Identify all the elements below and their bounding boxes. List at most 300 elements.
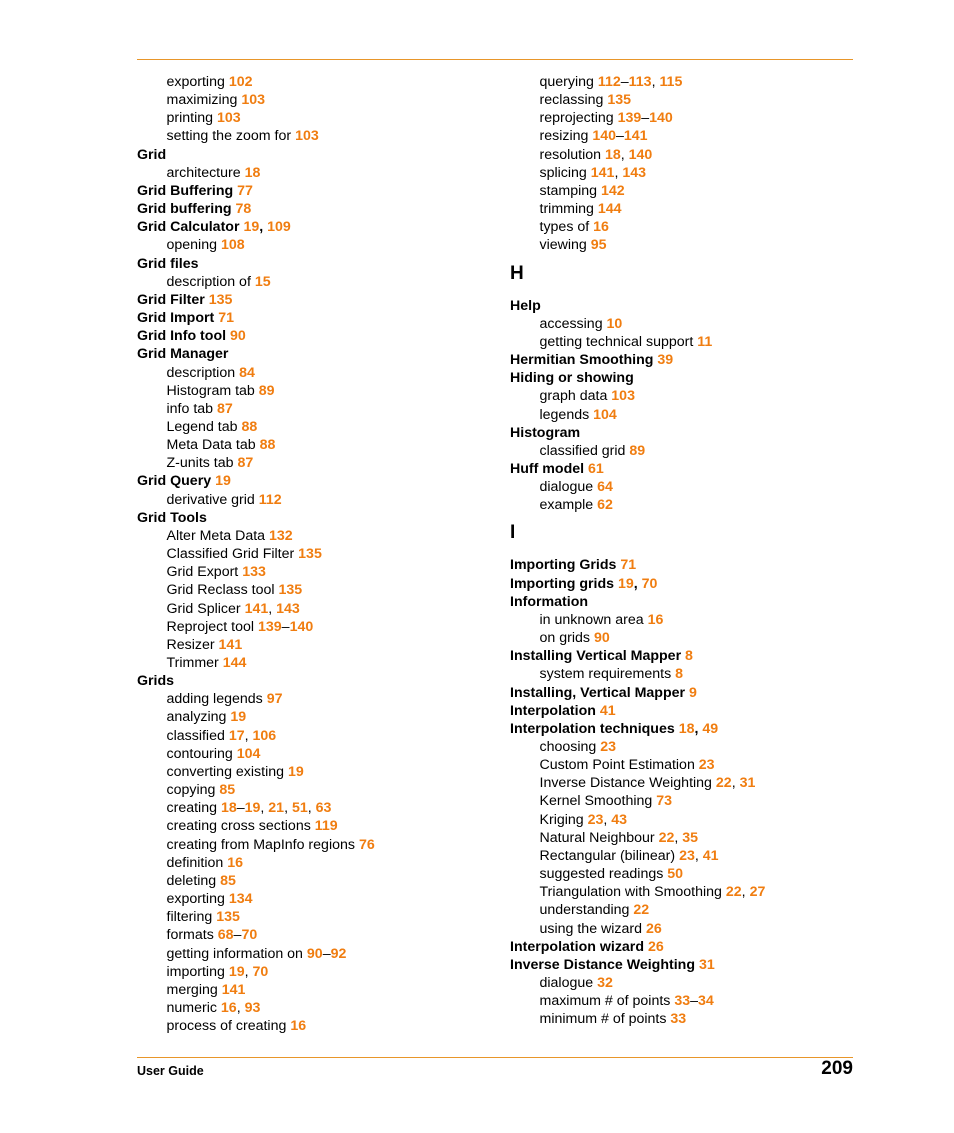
- page-link[interactable]: 23: [679, 847, 695, 864]
- entry-term: process of creating: [166, 1018, 287, 1035]
- entry-term: Interpolation wizard: [510, 938, 644, 955]
- page-link[interactable]: 23: [587, 811, 604, 828]
- entry-term: choosing: [539, 739, 597, 755]
- entry-term: minimum # of points: [539, 1011, 667, 1028]
- page-link[interactable]: 19: [287, 763, 304, 780]
- page-link[interactable]: 41: [702, 847, 719, 864]
- index-subentry: [510, 91, 853, 109]
- index-entry: [510, 956, 853, 974]
- entry-term: reclassing: [539, 92, 604, 109]
- entry-term: deleting: [166, 872, 217, 889]
- page-link[interactable]: 135: [298, 546, 322, 563]
- entry-term: in unknown area: [539, 611, 644, 628]
- page-link[interactable]: 135: [208, 291, 233, 308]
- page-link[interactable]: 78: [235, 201, 252, 218]
- index-subentry: [510, 883, 853, 901]
- page-link[interactable]: 87: [217, 400, 233, 417]
- entry-term: importing: [166, 963, 225, 980]
- page-link[interactable]: 76: [358, 836, 375, 853]
- entry-term: Kernel Smoothing: [539, 793, 653, 810]
- page-link[interactable]: 18: [244, 164, 261, 181]
- index-subentry: [510, 406, 853, 424]
- page-separator: ,: [731, 775, 740, 792]
- page-link[interactable]: 21: [268, 800, 285, 817]
- index-subentry: [137, 527, 497, 545]
- page-link[interactable]: 22: [725, 884, 742, 901]
- index-subentry: [137, 600, 497, 618]
- page-link[interactable]: 68: [217, 927, 234, 944]
- index-entry: [510, 720, 853, 738]
- page-link[interactable]: 95: [590, 237, 607, 254]
- index-subentry: [137, 727, 497, 745]
- index-entry: [137, 182, 497, 200]
- page-separator: ,: [741, 884, 750, 901]
- page-link[interactable]: 90: [230, 328, 246, 345]
- page-link[interactable]: 140: [628, 146, 653, 163]
- section-letter: I: [510, 522, 516, 544]
- entry-term: Grid files: [137, 255, 199, 272]
- index-entry: [137, 472, 497, 490]
- page-link[interactable]: 132: [269, 527, 293, 544]
- index-subentry: [137, 999, 497, 1017]
- entry-term: creating from MapInfo regions: [166, 836, 355, 853]
- index-subentry: [510, 665, 853, 683]
- index-subentry: [510, 974, 853, 992]
- page-link[interactable]: 140: [289, 618, 314, 635]
- page-link[interactable]: 104: [593, 406, 617, 423]
- page-link[interactable]: 106: [252, 727, 277, 744]
- entry-term: graph data: [539, 388, 608, 405]
- entry-term: Z-units tab: [166, 455, 234, 472]
- index-subentry: [510, 182, 853, 200]
- index-entry: [137, 218, 497, 236]
- page-separator: ,: [651, 74, 660, 90]
- index-subentry: [510, 73, 853, 91]
- page-separator: ,: [284, 800, 292, 817]
- page-link[interactable]: 19: [228, 963, 245, 980]
- page-number: 209: [821, 1058, 853, 1079]
- index-subentry: [137, 708, 497, 726]
- page-link[interactable]: 90: [306, 945, 323, 962]
- entry-term: Triangulation with Smoothing: [539, 884, 722, 901]
- page-link[interactable]: 140: [649, 110, 673, 127]
- page-separator: ,: [260, 800, 269, 817]
- entry-term: derivative grid: [166, 491, 255, 508]
- page-link[interactable]: 8: [685, 648, 693, 665]
- entry-term: description: [166, 364, 236, 381]
- page-link[interactable]: 51: [291, 800, 308, 817]
- index-subentry: [137, 382, 497, 400]
- page-link[interactable]: 139: [258, 618, 282, 635]
- page-link[interactable]: 84: [239, 364, 255, 381]
- page-link[interactable]: 39: [657, 352, 674, 369]
- entry-term: Grid Export: [166, 564, 239, 581]
- page-link[interactable]: 19: [244, 800, 261, 817]
- entry-term: using the wizard: [539, 920, 643, 937]
- page-link[interactable]: 144: [597, 201, 622, 218]
- entry-term: creating cross sections: [166, 818, 311, 835]
- page-link[interactable]: 108: [220, 237, 245, 254]
- page-link[interactable]: 134: [228, 891, 253, 908]
- index-entry: [137, 672, 497, 690]
- index-subentry: [510, 1010, 853, 1028]
- entry-term: Reproject tool: [166, 618, 255, 635]
- page-link[interactable]: 16: [593, 219, 609, 236]
- entry-term: types of: [539, 219, 590, 236]
- index-subentry: [137, 654, 497, 672]
- page-link[interactable]: 135: [607, 92, 631, 109]
- page-link[interactable]: 32: [597, 975, 613, 992]
- entry-term: Resizer: [166, 636, 215, 653]
- entry-term: example: [539, 497, 594, 514]
- page-link[interactable]: 16: [647, 611, 664, 628]
- entry-term: Installing Vertical Mapper: [510, 648, 682, 665]
- index-subentry: [510, 164, 853, 182]
- page-link[interactable]: 26: [647, 938, 664, 955]
- entry-term: Grid Reclass tool: [166, 582, 275, 599]
- page-link[interactable]: 141: [623, 128, 648, 145]
- index-subentry: [510, 811, 853, 829]
- page-link[interactable]: 27: [749, 884, 766, 901]
- entry-term: Custom Point Estimation: [539, 757, 695, 774]
- page-link[interactable]: 85: [219, 782, 236, 799]
- entry-term: Hiding or showing: [510, 370, 634, 387]
- page-link[interactable]: 22: [633, 902, 650, 919]
- page-link[interactable]: 31: [739, 775, 756, 792]
- index-entry: [510, 593, 853, 611]
- index-subentry: [137, 817, 497, 835]
- page-link[interactable]: 49: [702, 720, 719, 737]
- page-separator: ,: [603, 811, 612, 828]
- entry-term: Installing, Vertical Mapper: [510, 684, 686, 701]
- index-subentry: [137, 109, 497, 127]
- page-separator: ,: [268, 600, 277, 617]
- entry-term: Grids: [137, 673, 175, 690]
- entry-term: dialogue: [539, 479, 594, 496]
- index-subentry: [137, 73, 497, 91]
- entry-term: Grid Filter: [137, 291, 205, 308]
- page-link[interactable]: 92: [330, 945, 347, 962]
- index-column-left: [137, 73, 497, 1035]
- page-link[interactable]: 141: [218, 636, 243, 653]
- page-separator: ,: [236, 999, 245, 1016]
- page-separator: ,: [620, 146, 629, 163]
- index-entry: [510, 702, 853, 720]
- entry-term: Information: [510, 593, 589, 610]
- index-subentry: [137, 400, 497, 418]
- index-entry: [137, 255, 497, 273]
- page-link[interactable]: 73: [656, 793, 673, 810]
- index-subentry: [510, 109, 853, 127]
- index-subentry: [510, 611, 853, 629]
- page-link[interactable]: 16: [290, 1018, 307, 1035]
- page-link[interactable]: 23: [698, 757, 715, 774]
- entry-term: exporting: [166, 891, 225, 908]
- index-entry: [137, 200, 497, 218]
- entry-term: getting information on: [166, 945, 303, 962]
- entry-term: opening: [166, 237, 217, 254]
- page-link[interactable]: 142: [601, 182, 625, 199]
- index-subentry: [137, 91, 497, 109]
- index-subentry: [510, 738, 853, 756]
- page-link[interactable]: 34: [698, 993, 714, 1010]
- page-link[interactable]: 87: [237, 455, 254, 472]
- index-entry: [510, 575, 853, 593]
- index-subentry: [137, 436, 497, 454]
- index-subentry: [510, 847, 853, 865]
- page-link[interactable]: 41: [599, 702, 616, 719]
- index-subentry: [510, 146, 853, 164]
- entry-term: creating: [166, 800, 217, 817]
- page-link[interactable]: 26: [645, 920, 662, 937]
- entry-term: numeric: [166, 999, 217, 1016]
- index-subentry: [510, 865, 853, 883]
- index-entry: [137, 345, 497, 363]
- entry-term: Classified Grid Filter: [166, 546, 295, 563]
- entry-term: getting technical support: [539, 333, 694, 350]
- index-entry: [510, 460, 853, 478]
- entry-term: Grid Query: [137, 473, 212, 490]
- index-entry: [510, 424, 853, 442]
- page-link[interactable]: 63: [315, 800, 332, 817]
- page-link[interactable]: 141: [221, 981, 246, 998]
- index-subentry: [137, 636, 497, 654]
- index-entry: [137, 291, 497, 309]
- page-link[interactable]: 18: [220, 800, 237, 817]
- entry-term: Meta Data tab: [166, 437, 256, 454]
- index-subentry: [137, 799, 497, 817]
- page-link[interactable]: 135: [216, 909, 240, 926]
- entry-term: Trimmer: [166, 655, 219, 671]
- entry-term: copying: [166, 782, 216, 799]
- index-subentry: [137, 890, 497, 908]
- entry-term: Grid Info tool: [137, 328, 227, 345]
- page-link[interactable]: 104: [236, 745, 261, 762]
- page-link[interactable]: 19: [215, 473, 231, 490]
- page-link[interactable]: 8: [675, 666, 684, 683]
- page-link[interactable]: 140: [592, 128, 617, 145]
- page-link[interactable]: 103: [241, 92, 266, 109]
- page-link[interactable]: 18: [604, 146, 621, 163]
- page-link[interactable]: 135: [278, 582, 303, 599]
- index-subentry: [510, 387, 853, 405]
- entry-term: formats: [166, 927, 214, 944]
- index-subentry: [137, 836, 497, 854]
- index-subentry: [137, 908, 497, 926]
- page-separator: ,: [674, 829, 683, 846]
- page-link[interactable]: 88: [259, 437, 276, 454]
- entry-term: printing: [166, 110, 214, 127]
- entry-term: Inverse Distance Weighting: [539, 775, 712, 792]
- page-link[interactable]: 19: [618, 575, 634, 592]
- index-subentry: [137, 618, 497, 636]
- page-separator: ,: [307, 800, 316, 817]
- index-subentry: [137, 273, 497, 291]
- entry-term: resizing: [539, 128, 589, 145]
- page-link[interactable]: 61: [588, 460, 604, 477]
- page-link[interactable]: 71: [620, 557, 637, 574]
- page-separator: –: [690, 993, 699, 1010]
- page-link[interactable]: 89: [629, 442, 646, 459]
- index-subentry: [137, 164, 497, 182]
- page-link[interactable]: 70: [641, 575, 658, 592]
- page-link[interactable]: 85: [220, 872, 236, 889]
- page-link[interactable]: 31: [698, 956, 715, 973]
- entry-term: Interpolation: [510, 702, 596, 719]
- page-link[interactable]: 19: [243, 219, 260, 236]
- page-link[interactable]: 35: [682, 829, 699, 846]
- page-link[interactable]: 19: [230, 709, 247, 726]
- page-link[interactable]: 141: [590, 164, 615, 181]
- page-link[interactable]: 143: [622, 164, 647, 181]
- page-link[interactable]: 109: [267, 219, 291, 236]
- entry-term: setting the zoom for: [166, 128, 292, 145]
- page-link[interactable]: 17: [228, 727, 245, 744]
- index-subentry: [510, 992, 853, 1010]
- page-separator: –: [322, 945, 331, 962]
- page-link[interactable]: 115: [659, 74, 683, 90]
- index-subentry: [137, 781, 497, 799]
- index-subentry: [137, 418, 497, 436]
- page-link[interactable]: 70: [252, 963, 269, 980]
- entry-term: contouring: [166, 745, 233, 762]
- index-column-right: [510, 73, 853, 1029]
- page-link[interactable]: 18: [678, 720, 695, 737]
- page-link[interactable]: 113: [628, 74, 652, 90]
- entry-term: viewing: [539, 237, 587, 254]
- page-link[interactable]: 93: [244, 999, 261, 1016]
- entry-term: info tab: [166, 400, 214, 417]
- index-entry: [510, 351, 853, 369]
- index-subentry: [510, 442, 853, 460]
- page-link[interactable]: 10: [606, 315, 623, 332]
- section-letter: H: [510, 262, 524, 284]
- page-link[interactable]: 112: [258, 491, 282, 508]
- entry-term: reprojecting: [539, 110, 614, 127]
- page-link[interactable]: 23: [600, 739, 617, 755]
- entry-term: Grid buffering: [137, 201, 232, 218]
- page-link[interactable]: 97: [266, 691, 283, 708]
- entry-term: converting existing: [166, 763, 285, 780]
- page-link[interactable]: 22: [658, 829, 675, 846]
- entry-term: Histogram tab: [166, 382, 255, 399]
- entry-term: dialogue: [539, 975, 594, 992]
- page-link[interactable]: 89: [258, 382, 275, 399]
- index-subentry: [510, 333, 853, 351]
- entry-term: Grid Import: [137, 310, 215, 327]
- page-separator: –: [281, 618, 290, 635]
- page-link[interactable]: 139: [617, 110, 642, 127]
- index-subentry: [137, 364, 497, 382]
- page-link[interactable]: 70: [241, 927, 258, 944]
- page-link[interactable]: 43: [611, 811, 628, 828]
- entry-term: Grid Tools: [137, 509, 207, 526]
- index-subentry: [137, 745, 497, 763]
- index-subentry: [510, 829, 853, 847]
- entry-term: classified: [166, 727, 225, 744]
- page-link[interactable]: 71: [218, 310, 234, 327]
- entry-term: maximizing: [166, 92, 238, 109]
- page-link[interactable]: 144: [222, 655, 247, 671]
- entry-term: Kriging: [539, 811, 584, 828]
- index-entry: [137, 309, 497, 327]
- page-link[interactable]: 62: [597, 497, 613, 514]
- entry-term: querying: [539, 74, 594, 90]
- page-link[interactable]: 77: [237, 182, 253, 199]
- page-link[interactable]: 15: [254, 273, 271, 290]
- index-subentry: [510, 792, 853, 810]
- entry-term: adding legends: [166, 691, 263, 708]
- page-link[interactable]: 16: [220, 999, 237, 1016]
- index-subentry: [137, 545, 497, 563]
- page-link[interactable]: 119: [314, 818, 338, 835]
- page-link[interactable]: 112: [597, 74, 621, 90]
- page-link[interactable]: 133: [242, 564, 266, 581]
- page-separator: –: [616, 128, 624, 145]
- page-link[interactable]: 141: [244, 600, 269, 617]
- index-subentry: [510, 496, 853, 514]
- page-link[interactable]: 102: [228, 74, 253, 90]
- page-separator: ,: [694, 847, 703, 864]
- index-subentry: [137, 872, 497, 890]
- entry-term: stamping: [539, 182, 598, 199]
- index-entry: [510, 938, 853, 956]
- footer-rule: [137, 1057, 853, 1058]
- page-link[interactable]: 22: [715, 775, 732, 792]
- page-link[interactable]: 103: [611, 388, 635, 405]
- index-subentry: [510, 236, 853, 254]
- page-link[interactable]: 88: [241, 418, 258, 435]
- page-link[interactable]: 33: [674, 993, 691, 1010]
- page-separator: ,: [633, 575, 642, 592]
- page-separator: ,: [614, 164, 623, 181]
- entry-term: on grids: [539, 630, 590, 647]
- page-separator: –: [620, 74, 629, 90]
- page-link[interactable]: 9: [688, 684, 697, 701]
- index-subentry: [510, 920, 853, 938]
- page-link[interactable]: 16: [227, 854, 244, 871]
- entry-term: accessing: [539, 315, 603, 332]
- entry-term: Rectangular (bilinear): [539, 847, 676, 864]
- entry-term: definition: [166, 854, 224, 871]
- page-link[interactable]: 33: [670, 1011, 687, 1028]
- index-entry: [510, 684, 853, 702]
- page-link[interactable]: 103: [295, 128, 319, 145]
- page-link[interactable]: 64: [597, 479, 613, 496]
- entry-term: understanding: [539, 902, 630, 919]
- page-link[interactable]: 143: [276, 600, 300, 617]
- index-subentry: [137, 581, 497, 599]
- entry-term: analyzing: [166, 709, 227, 726]
- index-subentry: [510, 774, 853, 792]
- page-link[interactable]: 103: [217, 110, 241, 127]
- entry-term: Hermitian Smoothing: [510, 352, 654, 369]
- entry-term: Grid Splicer: [166, 600, 241, 617]
- index-subentry: [510, 200, 853, 218]
- index-subentry: [137, 491, 497, 509]
- index-subentry: [510, 315, 853, 333]
- page-link[interactable]: 11: [697, 333, 713, 350]
- index-subentry: [137, 926, 497, 944]
- page-link[interactable]: 90: [593, 630, 610, 647]
- entry-term: trimming: [539, 201, 594, 218]
- index-subentry: [510, 901, 853, 919]
- entry-term: splicing: [539, 164, 587, 181]
- entry-term: Huff model: [510, 460, 585, 477]
- page-separator: –: [236, 800, 245, 817]
- page-separator: ,: [244, 727, 253, 744]
- page-link[interactable]: 50: [667, 866, 684, 883]
